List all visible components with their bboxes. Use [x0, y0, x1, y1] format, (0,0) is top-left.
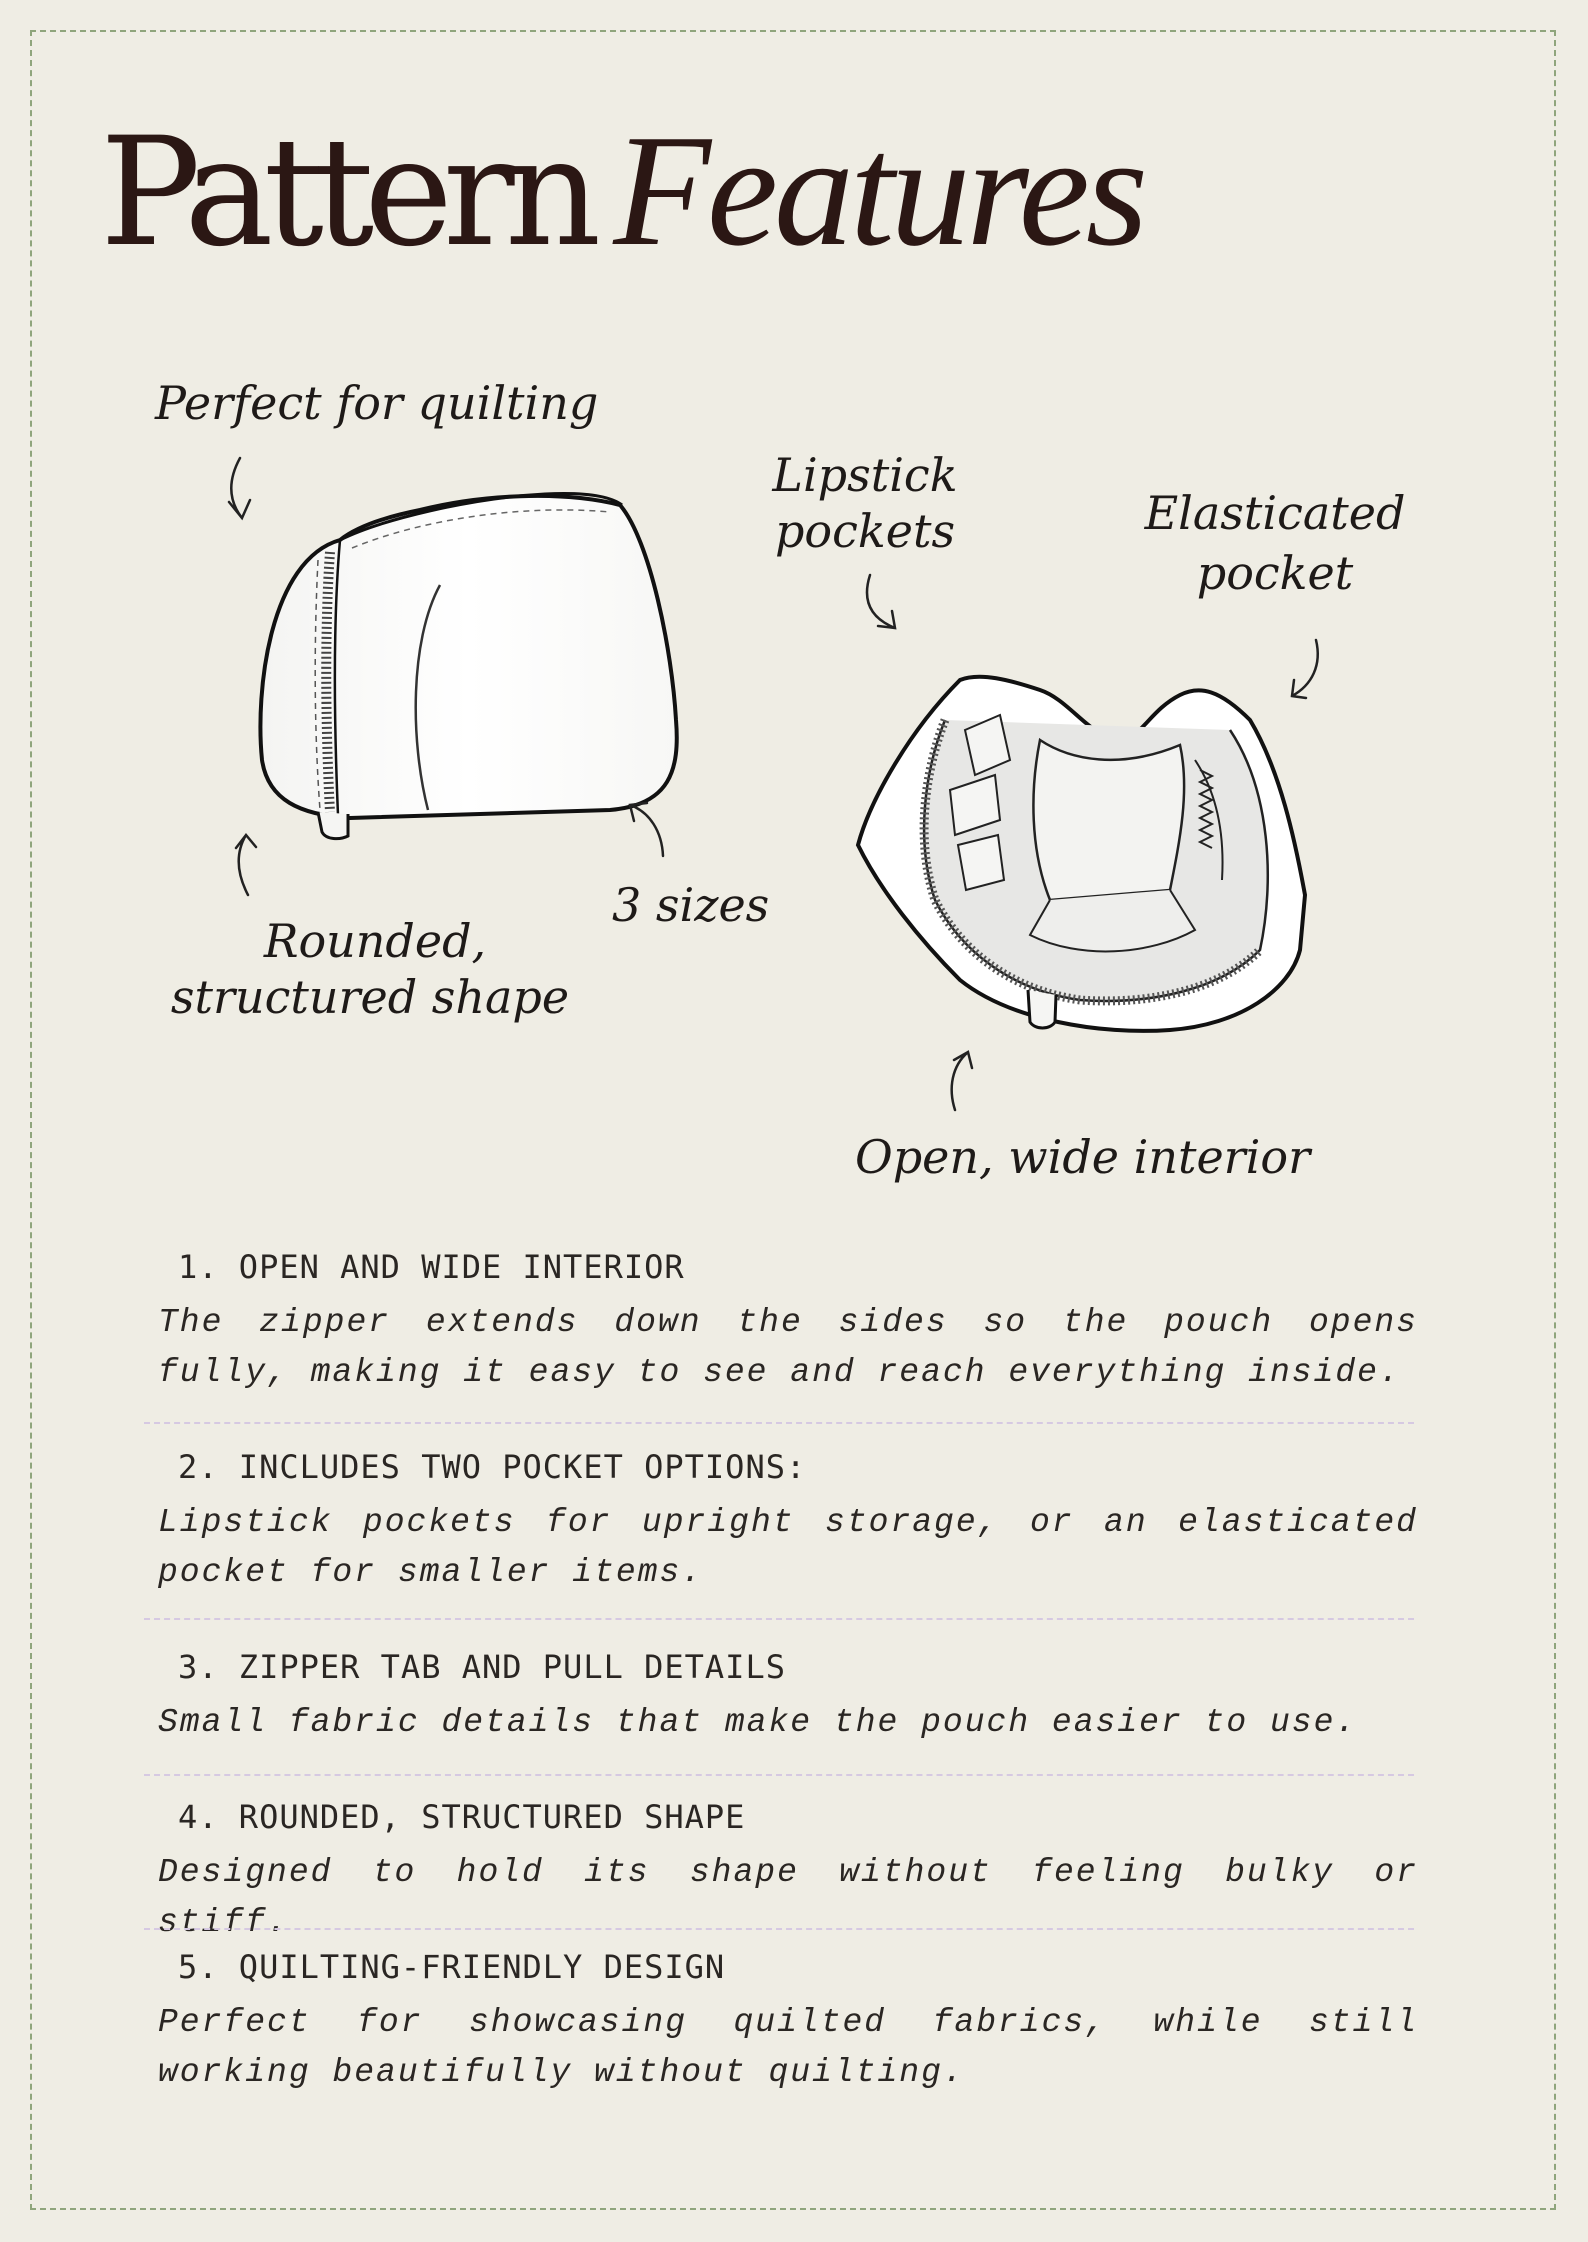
annotation-sizes: 3 sizes [612, 878, 770, 932]
feature-description: Lipstick pockets for upright storage, or an elasticated pocket for smaller items. [158, 1504, 1418, 1591]
feature-item-2 [140, 1446, 1440, 1598]
feature-description: Small fabric details that make the pouch easier to use. [158, 1704, 1358, 1741]
annotation-quilting: Perfect for quilting [155, 376, 599, 430]
annotation-rounded-line1: Rounded, [263, 914, 487, 968]
annotation-lipstick-line2: pockets [774, 504, 956, 558]
title-word-pattern: Pattern [100, 106, 592, 280]
arrow-rounded [236, 835, 256, 895]
feature-item-3 [140, 1646, 1440, 1748]
closed-pouch-drawing [260, 493, 676, 838]
arrow-sizes [630, 803, 663, 856]
feature-item-4 [140, 1796, 1440, 1948]
feature-title: 4. ROUNDED, STRUCTURED SHAPE [178, 1798, 746, 1836]
feature-title: 1. OPEN AND WIDE INTERIOR [178, 1248, 685, 1286]
feature-title: 5. QUILTING-FRIENDLY DESIGN [178, 1948, 726, 1986]
annotation-lipstick-line1: Lipstick [772, 448, 958, 502]
arrow-quilting [229, 458, 250, 518]
feature-description: Perfect for showcasing quilted fabrics, while still working beautifully without quilting. [158, 2004, 1418, 2091]
feature-divider [144, 1928, 1414, 1930]
arrow-interior [952, 1052, 972, 1110]
feature-description: The zipper extends down the sides so the pouch opens fully, making it easy to see and reach everything inside. [158, 1304, 1418, 1391]
arrow-lipstick [867, 575, 895, 628]
feature-item-5 [140, 1946, 1440, 2098]
open-pouch-drawing [858, 677, 1305, 1031]
feature-title: 2. INCLUDES TWO POCKET OPTIONS: [178, 1448, 807, 1486]
annotation-elastic-line1: Elasticated [1144, 486, 1406, 540]
annotation-interior: Open, wide interior [855, 1130, 1311, 1184]
feature-divider [144, 1422, 1414, 1424]
feature-divider [144, 1618, 1414, 1620]
annotation-elastic-line2: pocket [1196, 546, 1354, 600]
arrow-elastic [1292, 640, 1318, 698]
feature-description: Designed to hold its shape without feeling bulky or stiff. [158, 1854, 1418, 1941]
feature-title: 3. ZIPPER TAB AND PULL DETAILS [178, 1648, 786, 1686]
feature-divider [144, 1774, 1414, 1776]
annotation-rounded-line2: structured shape [170, 970, 570, 1024]
feature-item-1 [140, 1246, 1440, 1398]
title-word-features: Features [613, 101, 1145, 279]
